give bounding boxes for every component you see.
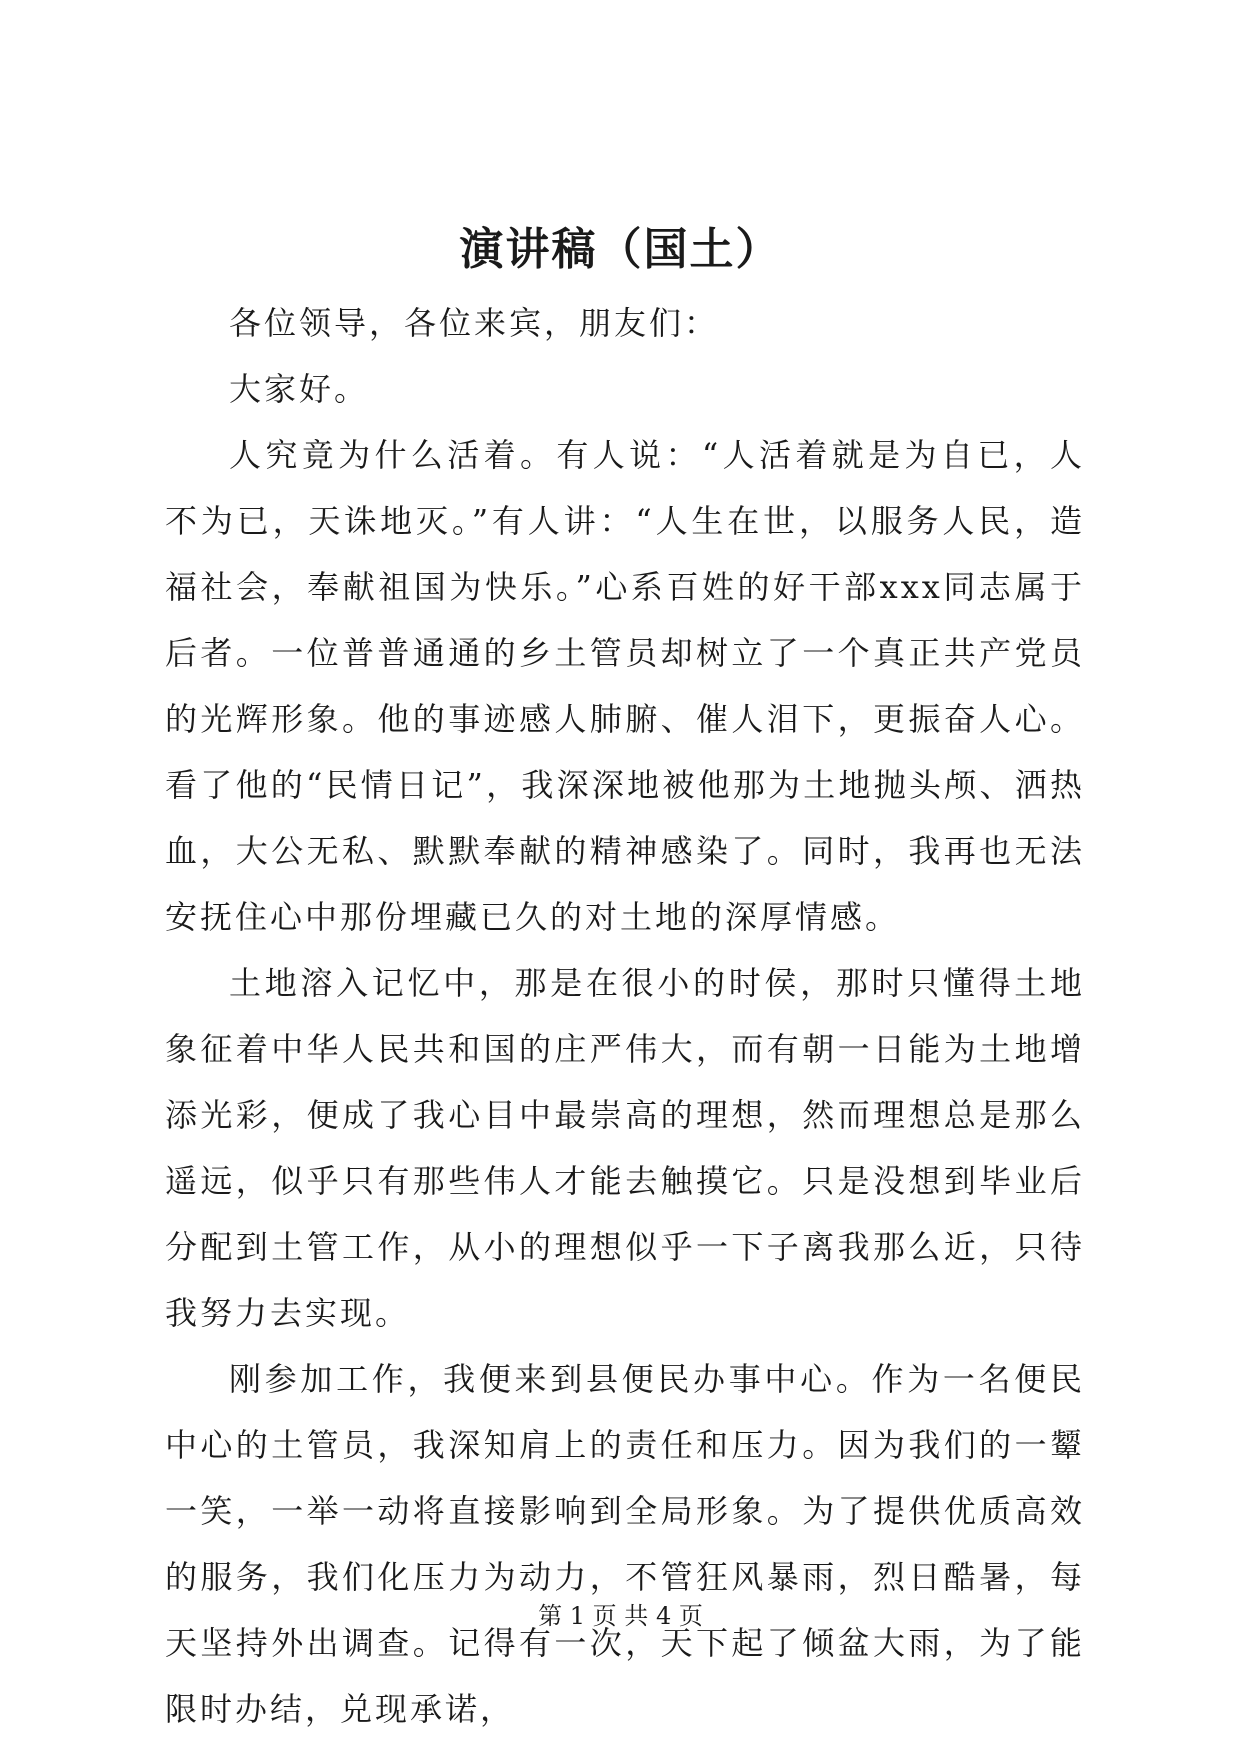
paragraph: 人究竟为什么活着。有人说：“人活着就是为自已，人不为已，天诛地灭。”有人讲：“人生在世，以服务人民，造福社会，奉献祖国为快乐。”心系百姓的好干部xxx同志属于后者。一位普普通通的乡土管员却树立了一个真正共产党员的光辉形象。他的事迹感人肺腑、催人泪下，更振奋人心。看了他的“民情日记”，我深深地被他那为土地抛头颅、洒热血，大公无私、默默奉献的精神感染了。同时，我再也无法安抚住心中那份埋藏已久的对土地的深厚情感。: [165, 436, 1085, 936]
paragraph: 刚参加工作，我便来到县便民办事中心。作为一名便民中心的土管员，我深知肩上的责任和压力。因为我们的一颦一笑，一举一动将直接影响到全局形象。为了提供优质高效的服务，我们化压力为动力，不管狂风暴雨，烈日酷暑，每天坚持外出调查。记得有一次，天下起了倾盆大雨，为了能限时办结，兑现承诺，: [165, 1360, 1085, 1728]
paragraph: 土地溶入记忆中，那是在很小的时侯，那时只懂得土地象征着中华人民共和国的庄严伟大，而有朝一日能为土地增添光彩，便成了我心目中最崇高的理想，然而理想总是那么遥远，似乎只有那些伟人才能去触摸它。只是没想到毕业后分配到土管工作，从小的理想似乎一下子离我那么近，只待我努力去实现。: [165, 964, 1085, 1332]
paragraph-greeting: 大家好。: [229, 370, 370, 408]
page-number-label: 第 1 页 共 4 页: [538, 1602, 703, 1630]
document-body: [165, 290, 1085, 1742]
page-footer: [0, 1600, 1241, 1632]
document-title: 演讲稿（国土）: [459, 224, 782, 275]
paragraph-salutation: 各位领导，各位来宾，朋友们：: [229, 304, 720, 342]
